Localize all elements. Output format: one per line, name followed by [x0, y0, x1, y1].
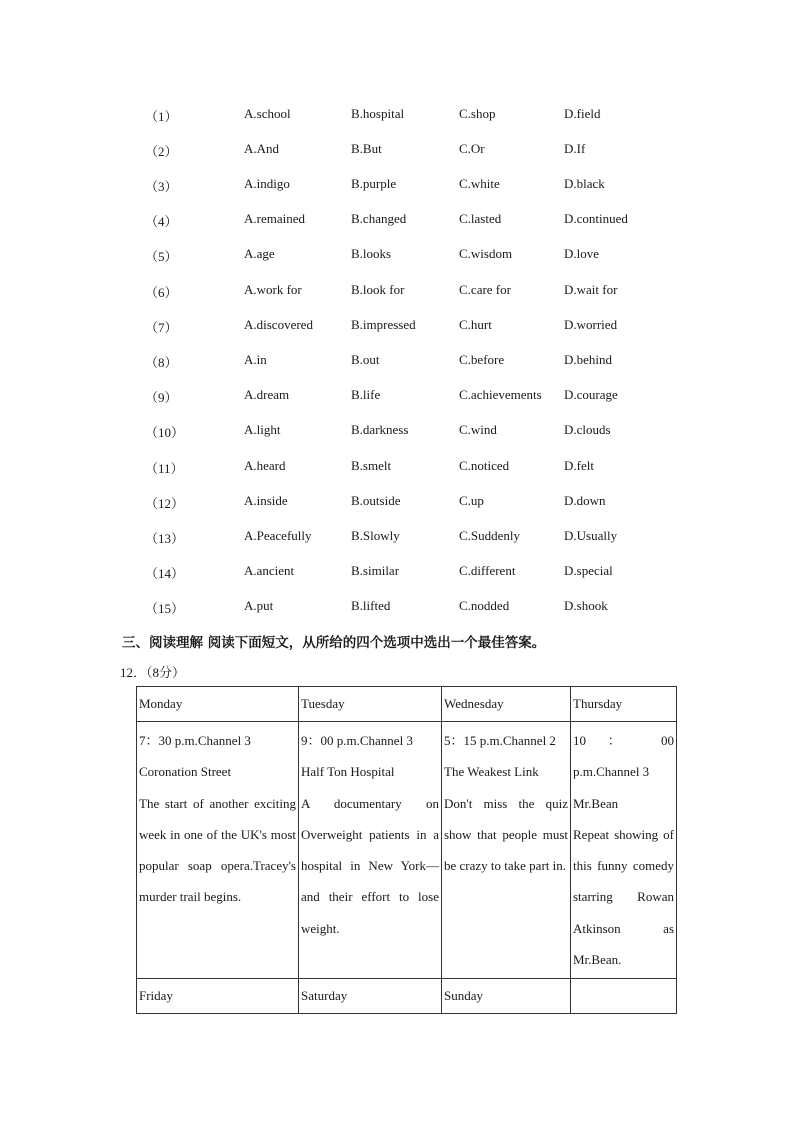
- program-description: A documentary on Overweight patients in a hospital in New York—and their effort to lose weight.: [301, 795, 439, 936]
- day-header-tuesday: Tuesday: [299, 687, 442, 722]
- option-c: C.shop: [459, 106, 496, 121]
- option-d: D.field: [564, 106, 601, 121]
- option-a: A.ancient: [244, 563, 295, 578]
- program-description: The start of another exciting week in one of the UK's most popular soap opera.Tracey's murder trail begins.: [139, 795, 296, 905]
- option-d: D.Usually: [564, 528, 618, 543]
- programs-row: [137, 722, 677, 979]
- day-header-saturday: Saturday: [299, 979, 442, 1014]
- option-d: D.wait for: [564, 282, 618, 297]
- option-d: D.shook: [564, 598, 608, 613]
- option-d: D.love: [564, 246, 600, 261]
- question-number: （6）: [145, 285, 178, 300]
- option-c: C.noticed: [459, 458, 510, 473]
- option-a: A.indigo: [244, 176, 290, 191]
- question-number: （3）: [145, 179, 178, 194]
- option-c: C.nodded: [459, 598, 510, 613]
- option-a: A.Peacefully: [244, 528, 312, 543]
- question-number: （10）: [145, 425, 185, 440]
- option-b: B.out: [351, 352, 380, 367]
- option-a: A.light: [244, 422, 281, 437]
- question-number: （8）: [145, 355, 178, 370]
- days-row-2: [137, 979, 677, 1014]
- option-c: C.different: [459, 563, 516, 578]
- question-number: （15）: [145, 601, 185, 616]
- option-d: D.felt: [564, 458, 594, 473]
- option-b: B.looks: [351, 246, 392, 261]
- question-number: （7）: [145, 320, 178, 335]
- option-b: B.hospital: [351, 106, 405, 121]
- program-description: Repeat showing of this funny comedy starring Rowan Atkinson as Mr.Bean.: [573, 826, 674, 968]
- day-header-monday: Monday: [137, 687, 299, 722]
- question-number: （1）: [145, 109, 178, 124]
- option-row-9: [0, 387, 794, 407]
- option-c: C.wind: [459, 422, 497, 437]
- option-d: D.worried: [564, 317, 618, 332]
- option-a: A.discovered: [244, 317, 313, 332]
- day-header-friday: Friday: [137, 979, 299, 1014]
- program-time: 5：15 p.m.Channel 2: [444, 733, 556, 748]
- option-row-5: [0, 246, 794, 266]
- option-row-1: [0, 106, 794, 126]
- option-b: B.similar: [351, 563, 400, 578]
- option-row-8: [0, 352, 794, 372]
- question-number: （4）: [145, 214, 178, 229]
- option-b: B.life: [351, 387, 381, 402]
- option-b: B.lifted: [351, 598, 391, 613]
- program-time: 9：00 p.m.Channel 3: [301, 733, 413, 748]
- option-b: B.impressed: [351, 317, 416, 332]
- option-row-2: [0, 141, 794, 161]
- option-b: B.look for: [351, 282, 405, 297]
- option-row-13: [0, 528, 794, 548]
- option-c: C.lasted: [459, 211, 502, 226]
- question-number: （13）: [145, 531, 185, 546]
- option-c: C.before: [459, 352, 505, 367]
- question-number: （2）: [145, 144, 178, 159]
- program-title: The Weakest Link: [444, 764, 539, 780]
- day-header-thursday: Thursday: [571, 687, 677, 722]
- program-thursday: [571, 722, 677, 979]
- option-a: A.work for: [244, 282, 302, 297]
- option-b: B.smelt: [351, 458, 392, 473]
- day-header-wednesday: Wednesday: [442, 687, 571, 722]
- option-c: C.Suddenly: [459, 528, 521, 543]
- question-number: （12）: [145, 496, 185, 511]
- option-row-10: [0, 422, 794, 442]
- option-d: D.courage: [564, 387, 618, 402]
- option-row-4: [0, 211, 794, 231]
- option-a: A.And: [244, 141, 280, 156]
- option-a: A.dream: [244, 387, 290, 402]
- day-header-sunday: Sunday: [442, 979, 571, 1014]
- option-a: A.put: [244, 598, 274, 613]
- program-description: Don't miss the quiz show that people must be crazy to take part in.: [444, 795, 568, 874]
- option-row-12: [0, 493, 794, 513]
- question-number: （5）: [145, 249, 178, 264]
- program-title: Half Ton Hospital: [301, 764, 395, 780]
- question-number: （11）: [145, 461, 184, 476]
- option-c: C.wisdom: [459, 246, 513, 261]
- option-c: C.hurt: [459, 317, 492, 332]
- question-number: （9）: [145, 390, 178, 405]
- tv-schedule-table: [136, 686, 677, 1014]
- option-a: A.remained: [244, 211, 306, 226]
- option-row-14: [0, 563, 794, 583]
- option-d: D.If: [564, 141, 586, 156]
- option-row-3: [0, 176, 794, 196]
- option-row-7: [0, 317, 794, 337]
- option-a: A.school: [244, 106, 291, 121]
- program-tuesday: [299, 722, 442, 979]
- option-c: C.care for: [459, 282, 511, 297]
- option-d: D.down: [564, 493, 606, 508]
- program-wednesday: [442, 722, 571, 979]
- option-b: B.outside: [351, 493, 401, 508]
- program-monday: [137, 722, 299, 979]
- option-b: B.darkness: [351, 422, 409, 437]
- option-row-11: [0, 458, 794, 478]
- days-row-1: [137, 687, 677, 722]
- option-d: D.black: [564, 176, 605, 191]
- day-header-empty: [571, 979, 677, 1014]
- option-c: C.up: [459, 493, 484, 508]
- option-c: C.achievements: [459, 387, 542, 402]
- option-b: B.purple: [351, 176, 397, 191]
- option-a: A.age: [244, 246, 275, 261]
- section-heading: 三、阅读理解 阅读下面短文，从所给的四个选项中选出一个最佳答案。: [122, 635, 546, 651]
- option-d: D.behind: [564, 352, 613, 367]
- option-row-15: [0, 598, 794, 618]
- program-title: Coronation Street: [139, 764, 232, 780]
- option-c: C.Or: [459, 141, 485, 156]
- option-a: A.in: [244, 352, 267, 367]
- option-row-6: [0, 282, 794, 302]
- program-time: 10 ： 00 p.m.Channel 3: [573, 733, 674, 780]
- option-a: A.heard: [244, 458, 286, 473]
- question-label: 12．（8分）: [120, 665, 186, 680]
- option-d: D.clouds: [564, 422, 611, 437]
- program-time: 7：30 p.m.Channel 3: [139, 733, 251, 748]
- question-number: （14）: [145, 566, 185, 581]
- option-d: D.continued: [564, 211, 628, 226]
- option-b: B.Slowly: [351, 528, 400, 543]
- option-c: C.white: [459, 176, 500, 191]
- program-title: Mr.Bean: [573, 795, 619, 811]
- option-a: A.inside: [244, 493, 288, 508]
- option-b: B.changed: [351, 211, 407, 226]
- option-b: B.But: [351, 141, 382, 156]
- option-d: D.special: [564, 563, 613, 578]
